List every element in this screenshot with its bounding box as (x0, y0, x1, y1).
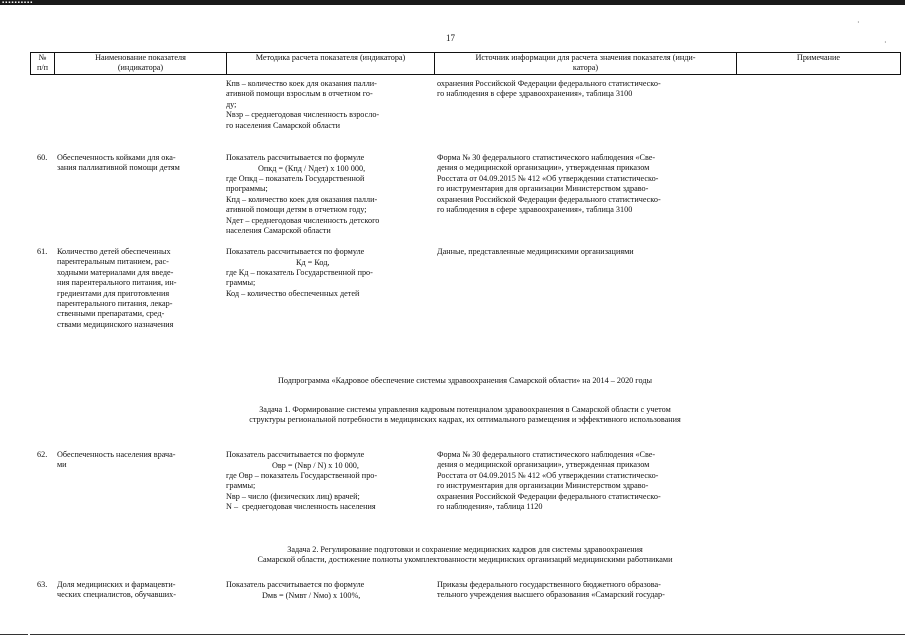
row63-source: Приказы федерального государственного бюджетного образова- тельного учреждения высшего образования «Самарский государ- (437, 580, 665, 600)
scan-speck: · (857, 18, 860, 27)
scan-artifact: ▪▪▪▪▪▪▪▪▪▪ (2, 0, 34, 6)
row62-source: Форма № 30 федерального статистического наблюдения «Све- дения о медицинской организации», утвержденная приказом Росстата от 04.09.2015 № 412 «Об утверждении статистическо- го инструментария для организации Министерством здраво- охранения Российской Федерации федерального статистическо- го наблюдения», таблица 1120 (437, 450, 661, 512)
scan-bottom-border (872, 634, 905, 635)
page-number: 17 (446, 33, 455, 43)
row61-method-rest: где Кд – показатель Государственной про- граммы; Код – количество обеспеченных детей (226, 268, 373, 298)
task1-title: Задача 1. Формирование системы управления кадровым потенциалом здравоохранения в Самарской области с учетом структуры региональной потребности в медицинских кадрах, их оптимального размещения и эффективного использования (249, 405, 681, 425)
cont-source: охранения Российской Федерации федерального статистическо- го наблюдения в сфере здравоохранения», таблица 3100 (437, 79, 661, 99)
cont-method: Кпв – количество коек для оказания палли- ативной помощи взрослым в отчетном го- ду; Nвзр – среднегодовая численность взросло- го населения Самарской области (226, 79, 380, 130)
header-name: Наименование показателя (индикатора) (55, 53, 227, 75)
row63-method-formula: Dмв = (Nмвт / Nмо) х 100%, (262, 590, 361, 600)
row61-num: 61. (37, 247, 48, 256)
header-num: № п/п (31, 53, 55, 75)
row60-source: Форма № 30 федерального статистического наблюдения «Све- дения о медицинской организации», утвержденная приказом Росстата от 04.09.2015 № 412 «Об утверждении статистическо- го инструментария для организации Министерством здраво- охранения Российской Федерации федерального статистическо- го наблюдения в сфере здравоохранения», таблица 3100 (437, 153, 661, 215)
row60-method-intro: Показатель рассчитывается по формуле (226, 153, 365, 162)
row61-name: Количество детей обеспеченных парентеральным питанием, рас- ходными материалами для введе- ния парентерального питания, ин- гредиентами для приготовления парентерального питания, лекар- ственными препаратами, сред- ствами медицинского назначения (57, 247, 177, 329)
row63-num: 63. (37, 580, 48, 589)
task2-title: Задача 2. Регулирование подготовки и сохранение медицинских кадров для системы здравоохранения Самарской области, достижение полноты укомплектованности медицинских организаций медицинскими работниками (257, 545, 673, 565)
scan-bottom-border (30, 634, 900, 635)
row63-method-intro: Показатель рассчитывается по формуле (226, 580, 365, 589)
row60-name: Обеспеченность койками для ока- зания паллиативной помощи детям (57, 153, 180, 173)
row63-name: Доля медицинских и фармацевти- ческих специалистов, обучавших- (57, 580, 176, 600)
row60-num: 60. (37, 153, 48, 162)
header-method: Методика расчета показателя (индикатора) (227, 53, 435, 75)
row62-name: Обеспеченность населения врача- ми (57, 450, 176, 470)
row62-num: 62. (37, 450, 48, 459)
scan-top-border (0, 0, 905, 5)
row61-method-intro: Показатель рассчитывается по формуле (226, 247, 365, 256)
row62-method-formula: Овр = (Nвр / N) х 10 000, (272, 460, 359, 470)
row61-source: Данные, представленные медицинскими организациями (437, 247, 634, 256)
header-note: Примечание (737, 53, 901, 75)
row62-method-rest: где Овр – показатель Государственной про- граммы; Nвр – число (физических лиц) врачей; N – среднегодовая численность населения (226, 471, 378, 512)
subprogram-title: Подпрограмма «Кадровое обеспечение системы здравоохранения Самарской области» на 2014 – 2020 годы (277, 376, 652, 385)
row61-method-formula: Кд = Код, (296, 257, 330, 267)
row60-method-rest: где Опкд – показатель Государственной программы; Кпд – количество коек для оказания палли- ативной помощи детям в отчетном году; Nдет – среднегодовая численность детского населения Самарской области (226, 174, 380, 236)
row62-method-intro: Показатель рассчитывается по формуле (226, 450, 365, 459)
header-source: Источник информации для расчета значения показателя (инди- катора) (435, 53, 737, 75)
scan-bottom-border (0, 634, 28, 635)
row60-method-formula: Опкд = (Кпд / Nдет) х 100 000, (258, 163, 366, 173)
table-header (30, 52, 901, 75)
scan-speck: · (884, 38, 887, 47)
